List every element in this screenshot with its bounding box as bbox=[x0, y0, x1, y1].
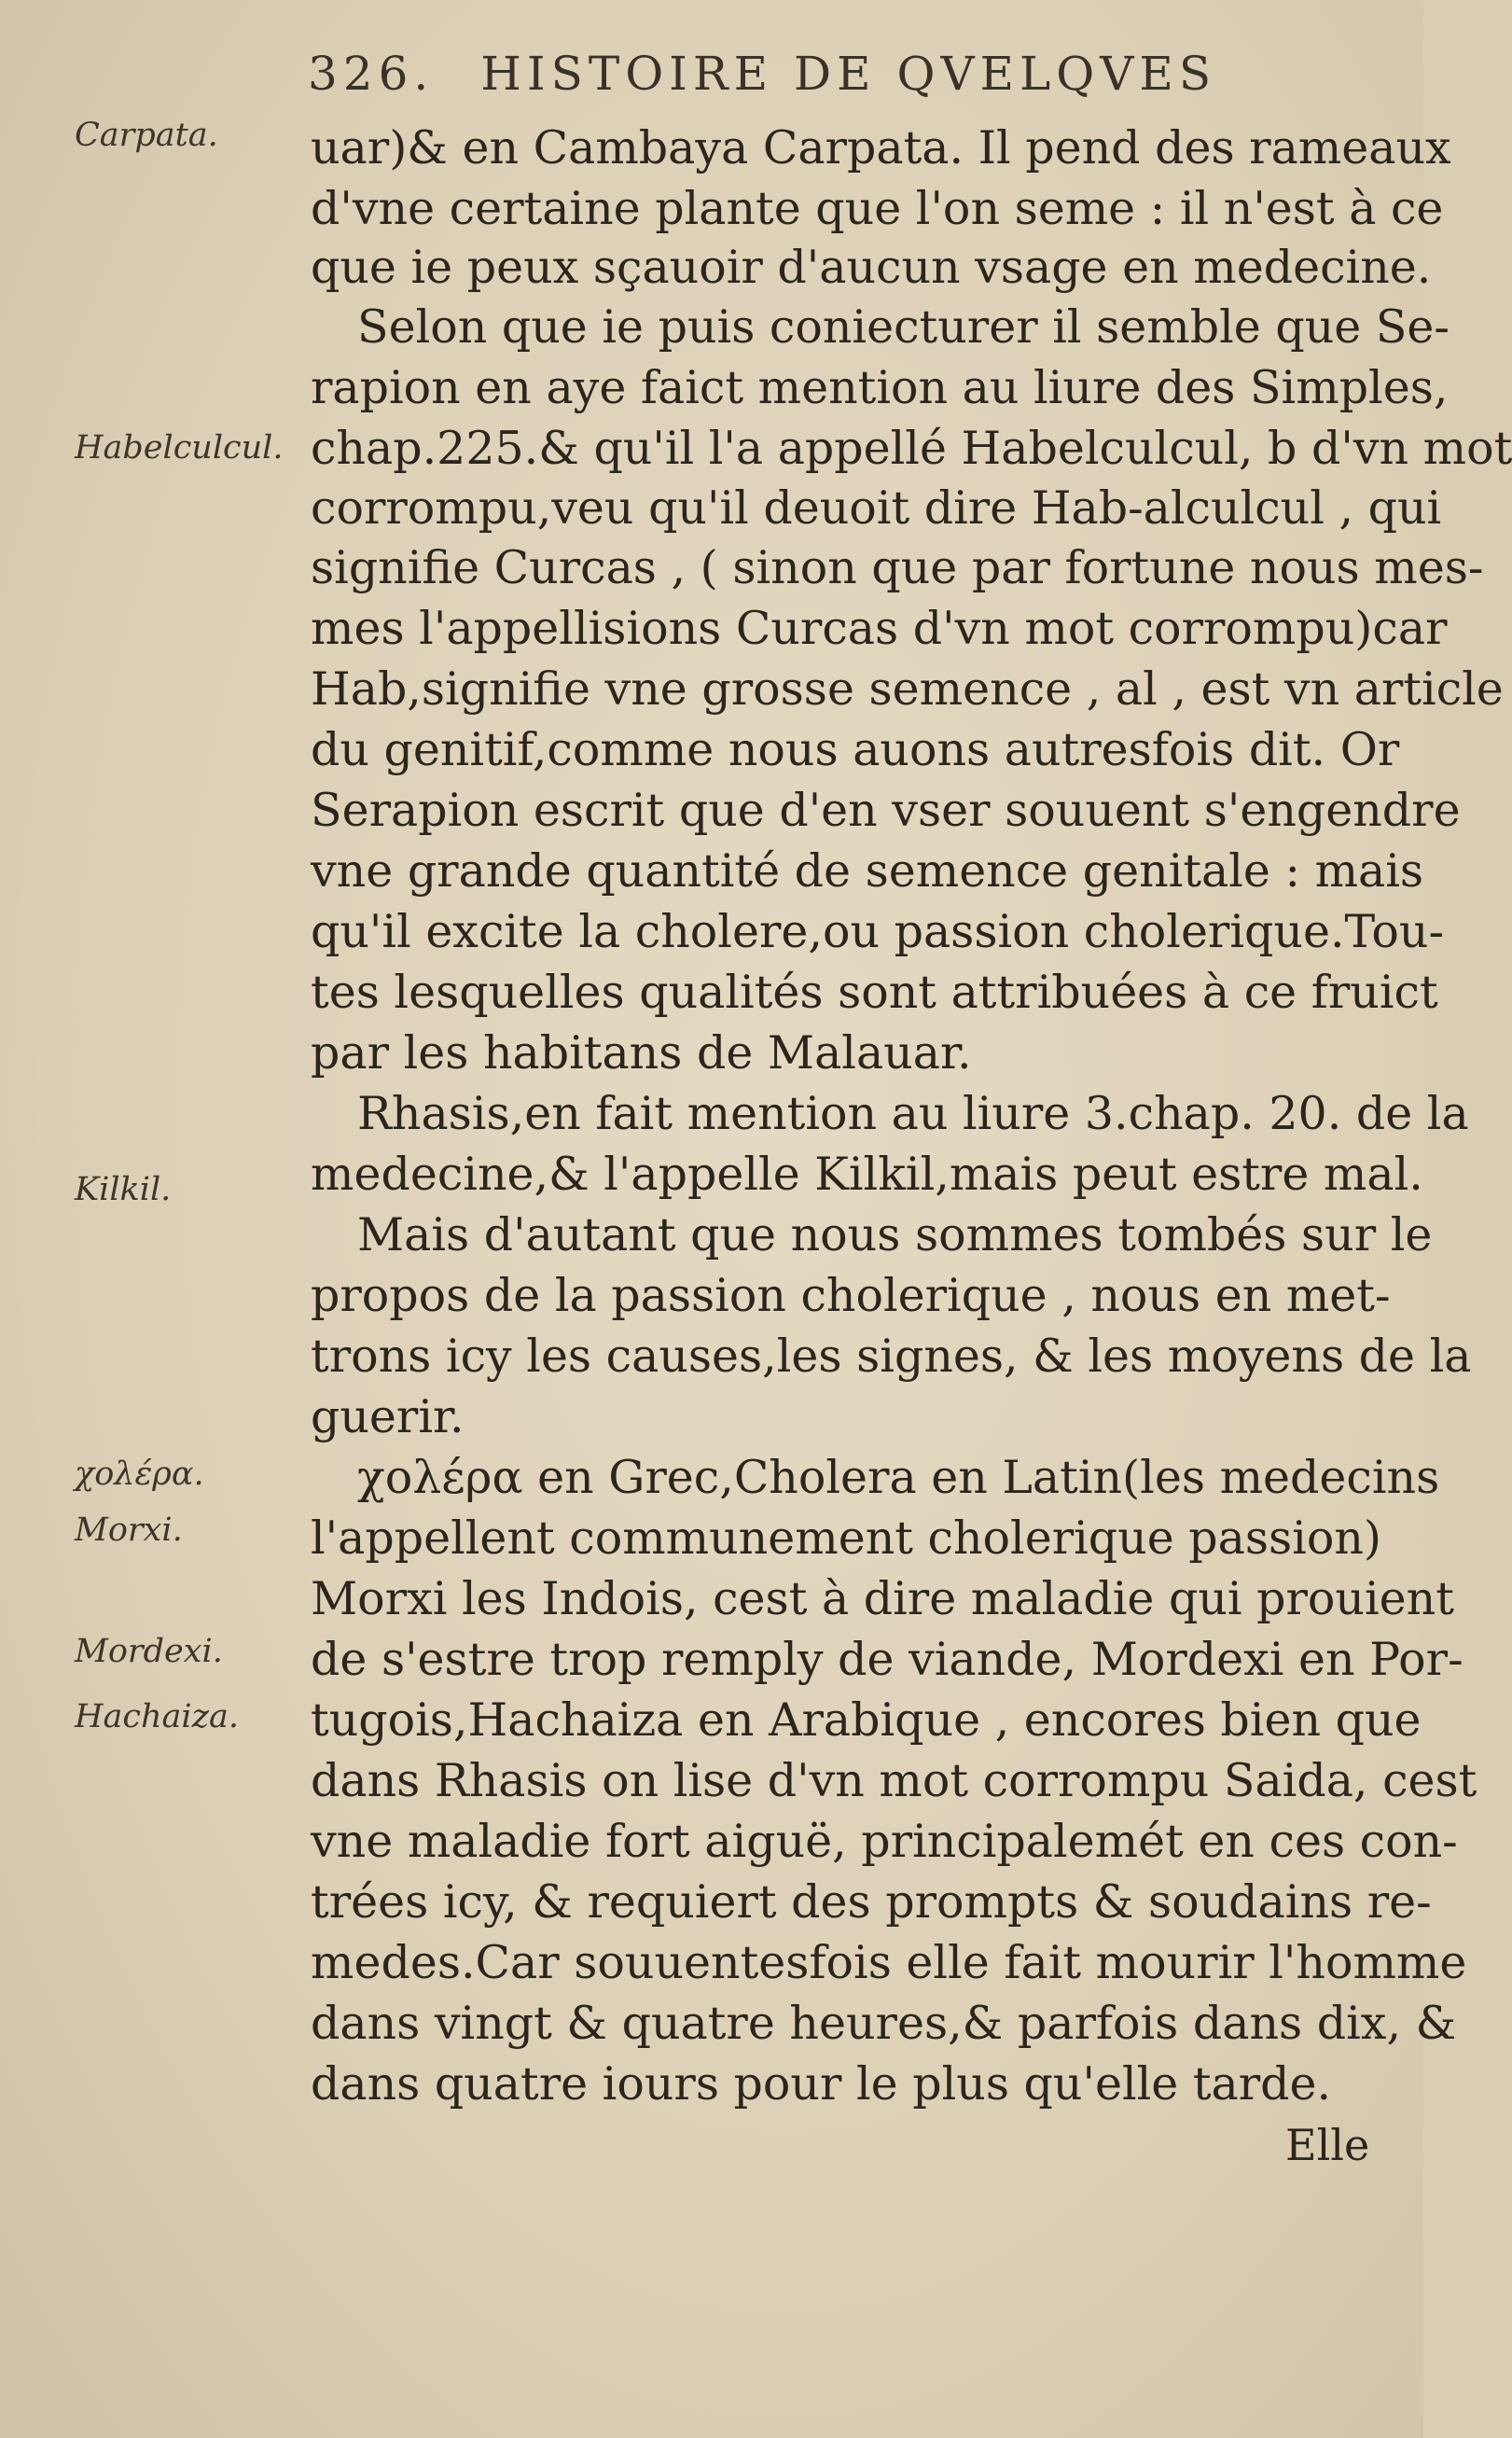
margin-note-cholera-greek: χολέρα. bbox=[75, 1456, 204, 1493]
text-line: medes.Car souuentesfois elle fait mourir l'homme bbox=[311, 1936, 1467, 1989]
text-line: Rhasis,en fait mention au liure 3.chap. 20. de la bbox=[357, 1087, 1469, 1140]
text-line: d'vne certaine plante que l'on seme : il n'est à ce bbox=[311, 182, 1444, 235]
text-line: uar)& en Cambaya Carpata. Il pend des rameaux bbox=[311, 121, 1451, 174]
text-line: trées icy, & requiert des prompts & soudains re- bbox=[311, 1875, 1432, 1929]
margin-note-carpata: Carpata. bbox=[75, 117, 218, 154]
text-line: rapion en aye faict mention au liure des Simples, bbox=[311, 361, 1449, 414]
text-line: que ie peux sçauoir d'aucun vsage en medecine. bbox=[311, 241, 1432, 294]
text-line: signifie Curcas , ( sinon que par fortune nous mes- bbox=[311, 541, 1484, 594]
running-header bbox=[308, 47, 1380, 112]
text-line: Morxi les Indois, cest à dire maladie qui prouient bbox=[311, 1572, 1454, 1625]
text-line: guerir. bbox=[311, 1390, 465, 1443]
text-line: par les habitans de Malauar. bbox=[311, 1026, 972, 1080]
text-line: qu'il excite la cholere,ou passion cholerique.Tou- bbox=[311, 905, 1445, 958]
margin-note-hachaiza: Hachaiza. bbox=[75, 1698, 240, 1735]
text-line: Selon que ie puis coniecturer il semble que Se- bbox=[357, 300, 1450, 354]
text-line: mes l'appellisions Curcas d'vn mot corrompu)car bbox=[311, 602, 1448, 655]
text-line: Mais d'autant que nous sommes tombés sur le bbox=[357, 1208, 1433, 1261]
page-number: 326. bbox=[308, 47, 435, 101]
running-title: HISTOIRE DE QVELQVES bbox=[480, 47, 1217, 101]
text-line: tes lesquelles qualités sont attribuées à ce fruict bbox=[311, 966, 1438, 1019]
text-line: vne maladie fort aiguë, principalemét en ces con- bbox=[311, 1815, 1458, 1868]
text-line: propos de la passion cholerique , nous en met- bbox=[311, 1269, 1391, 1322]
text-line: de s'estre trop remply de viande, Mordexi en Por- bbox=[311, 1633, 1463, 1686]
margin-note-habelculcul: Habelculcul. bbox=[75, 429, 284, 467]
margin-note-kilkil: Kilkil. bbox=[75, 1171, 172, 1208]
margin-note-mordexi: Mordexi. bbox=[75, 1633, 223, 1670]
margin-note-morxi: Morxi. bbox=[75, 1512, 183, 1549]
text-line: dans quatre iours pour le plus qu'elle tarde. bbox=[311, 2057, 1332, 2111]
text-line: dans Rhasis on lise d'vn mot corrompu Saida, cest bbox=[311, 1754, 1477, 1807]
text-line: chap.225.& qu'il l'a appellé Habelculcul, b d'vn mot bbox=[311, 422, 1512, 475]
text-line: medecine,& l'appelle Kilkil,mais peut estre mal. bbox=[311, 1148, 1423, 1201]
text-line: dans vingt & quatre heures,& parfois dans dix, & bbox=[311, 1997, 1457, 2050]
text-line: trons icy les causes,les signes, & les moyens de la bbox=[311, 1330, 1472, 1383]
text-line: tugois,Hachaiza en Arabique , encores bien que bbox=[311, 1693, 1422, 1747]
text-line: l'appellent communement cholerique passion) bbox=[311, 1512, 1382, 1565]
catchword: Elle bbox=[1285, 2120, 1370, 2170]
text-line: χολέρα en Grec,Cholera en Latin(les medecins bbox=[357, 1451, 1440, 1504]
text-line: Hab,signifie vne grosse semence , al , est vn article bbox=[311, 662, 1504, 716]
text-line: Serapion escrit que d'en vser souuent s'engendre bbox=[311, 784, 1461, 837]
text-line: du genitif,comme nous auons autresfois dit. Or bbox=[311, 723, 1400, 776]
text-line: vne grande quantité de semence genitale : mais bbox=[311, 844, 1424, 898]
text-line: corrompu,veu qu'il deuoit dire Hab-alculcul , qui bbox=[311, 481, 1442, 535]
